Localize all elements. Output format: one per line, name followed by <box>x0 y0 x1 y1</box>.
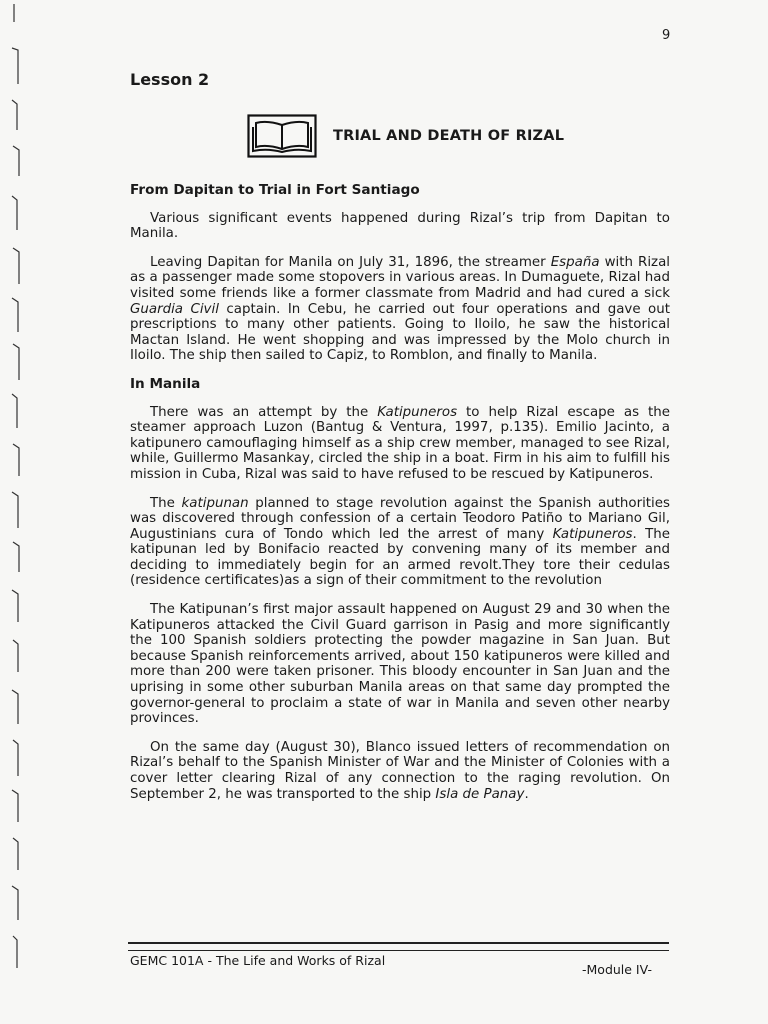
guardia-civil-term: Guardia Civil <box>130 301 219 317</box>
footer-module-label: -Module IV- <box>582 962 652 977</box>
katipunan-term: katipunan <box>181 495 249 511</box>
paragraph-6-text: . <box>524 786 529 802</box>
paragraph-1: Various significant events happened during Rizal’s trip from Dapitan to Manila. <box>130 210 670 242</box>
ship-name-espana: España <box>550 254 600 270</box>
paragraph-2-text: captain. In Cebu, he carried out four operations and gave out prescriptions to many other patients. Going to Iloilo, he saw the historical Mactan Island. He went shopping and was impressed by the Molo church in Iloilo. The ship then sailed to Capiz, to Romblon, and finally to Manila. <box>130 301 670 364</box>
section-heading-manila: In Manila <box>130 375 201 392</box>
lesson-label: Lesson 2 <box>130 70 210 89</box>
katipuneros-term: Katipuneros <box>377 404 458 420</box>
paragraph-4-text: planned to stage revolution against the Spanish authorities was discovered through confession of a certain Teodoro Patiño to Mariano Gil, Augustinians cura of Tondo which led the arrest of many <box>130 495 670 542</box>
paragraph-3-text: There was an attempt by the <box>150 404 378 420</box>
paragraph-3-text: to help Rizal escape as the steamer approach Luzon (Bantug & Ventura, 1997, p.135). Emilio Jacinto, a katipunero camouflaging himself as a ship crew member, managed to see Rizal, while, Guillermo Masankay, circled the ship in a boat. Firm in his aim to fulfill his mission in Cuba, Rizal was said to have refused to be rescued by Katipuneros. <box>130 404 670 482</box>
ship-name-isla-de-panay: Isla de Panay <box>435 786 525 802</box>
paragraph-2-text: with Rizal as a passenger made some stopovers in various areas. In Dumaguete, Rizal had visited some friends like a former classmate from Madrid and had cured a sick <box>130 254 670 301</box>
footer-course-title: GEMC 101A - The Life and Works of Rizal <box>130 953 386 968</box>
paragraph-5: The Katipunan’s first major assault happened on August 29 and 30 when the Katipuneros attacked the Civil Guard garrison in Pasig and more significantly the 100 Spanish soldiers protecting the powder magazine in San Juan. But because Spanish reinforcements arrived, about 150 katipuneros were killed and more than 200 were taken prisoner. This bloody encounter in San Juan and the uprising in some other suburban Manila areas on that same day prompted the governor-general to proclaim a state of war in Manila and seven other nearby provinces. <box>130 602 670 727</box>
paragraph-4-text: . The katipunan led by Bonifacio reacted by convening many of its member and deciding to immediately begin for an armed revolt.They tore their cedulas (residence certificates)as a sign of their commitment to the revolution <box>130 526 670 589</box>
paragraph-3 <box>130 405 670 483</box>
paragraph-4-text: The <box>150 495 182 511</box>
paragraph-2 <box>130 255 670 364</box>
paragraph-4 <box>130 496 670 590</box>
footer-rule <box>128 942 669 951</box>
page-number: 9 <box>662 28 671 43</box>
title-row <box>247 114 564 158</box>
open-book-icon <box>247 114 317 158</box>
paragraph-2-text: Leaving Dapitan for Manila on July 31, 1896, the streamer <box>150 254 551 270</box>
content-body <box>130 183 670 815</box>
katipuneros-term: Katipuneros <box>552 526 633 542</box>
section-heading-dapitan: From Dapitan to Trial in Fort Santiago <box>130 182 420 198</box>
binding-rings-icon <box>0 0 24 1024</box>
paragraph-6 <box>130 740 670 802</box>
paragraph-6-text: On the same day (August 30), Blanco issued letters of recommendation on Rizal’s behalf to the Spanish Minister of War and the Minister of Colonies with a cover letter clearing Rizal of any connection to the raging revolution. On September 2, he was transported to the ship <box>130 739 670 802</box>
document-title: TRIAL AND DEATH OF RIZAL <box>333 128 565 144</box>
